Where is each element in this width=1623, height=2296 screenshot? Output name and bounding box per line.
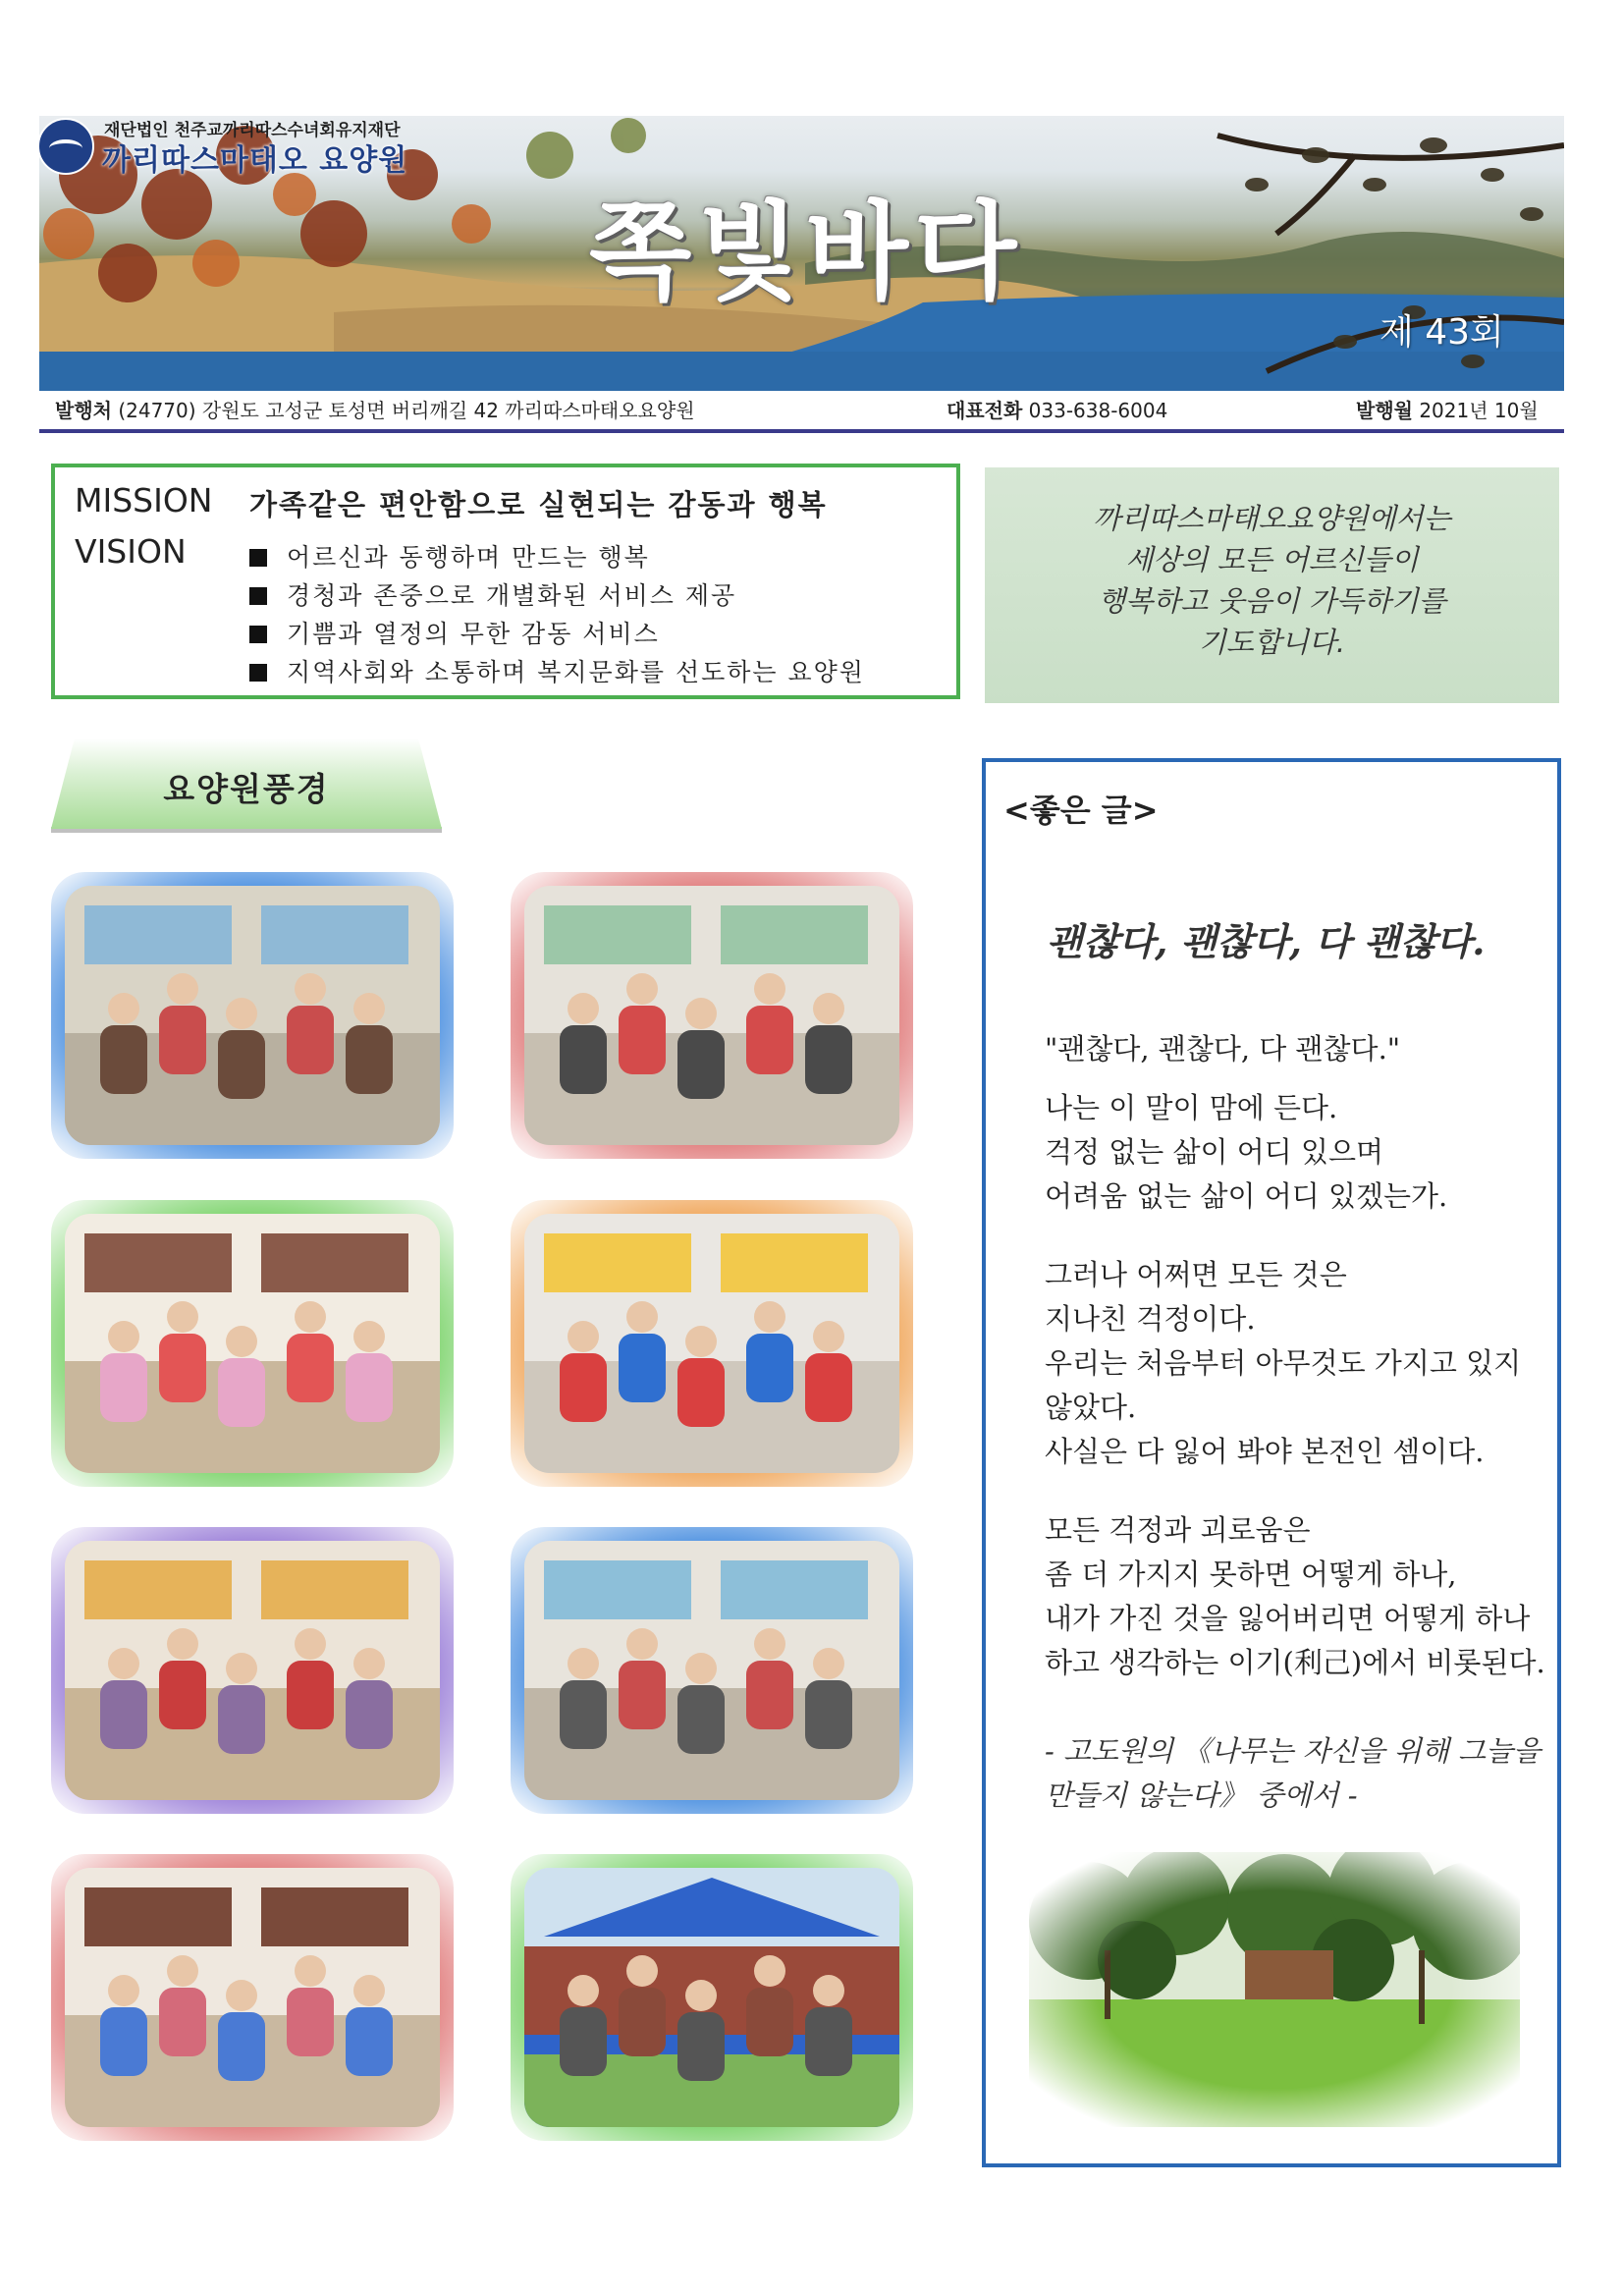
photo-image (524, 886, 899, 1145)
photo-image (65, 1541, 440, 1800)
prayer-line: 까리따스마태오요양원에서는 (1093, 502, 1451, 535)
facility-name: 까리따스마태오 요양원 (102, 143, 408, 178)
foundation-name: 재단법인 천주교까리따스수녀회유지재단 (104, 121, 401, 140)
quote-line: 어려움 없는 삶이 어디 있겠는가. (1045, 1179, 1448, 1213)
quote-source: 만들지 않는다》 중에서 - (1045, 1778, 1358, 1812)
prayer-line: 기도합니다. (1198, 626, 1346, 659)
activity-photo (51, 1854, 454, 2141)
activity-photo (51, 1200, 454, 1487)
mission-text: 가족같은 편안함으로 실현되는 감동과 행복 (249, 488, 828, 521)
header-divider (39, 429, 1564, 433)
activity-photo (511, 1854, 913, 2141)
activity-photo (511, 1200, 913, 1487)
vision-item: 어르신과 동행하며 만드는 행복 (249, 538, 650, 574)
quote-source: - 고도원의 《나무는 자신을 위해 그늘을 (1045, 1734, 1542, 1768)
publisher: 발행처 (24770) 강원도 고성군 토성면 버리깨길 42 까리따스마태오요양원 (55, 399, 695, 422)
quote-line: "괜찮다, 괜찮다, 다 괜찮다." (1045, 1032, 1401, 1066)
photo-image (524, 1541, 899, 1800)
good-writing-title: 괜찮다, 괜찮다, 다 괜찮다. (1047, 919, 1486, 963)
photo-image (65, 886, 440, 1145)
section-title: 요양원풍경 (163, 770, 330, 808)
activity-photo (51, 1527, 454, 1814)
prayer-line: 세상의 모든 어르신들이 (1125, 543, 1419, 576)
prayer-line: 행복하고 웃음이 가득하기를 (1098, 584, 1446, 618)
vision-label: VISION (75, 532, 187, 571)
mission-label: MISSION (75, 481, 213, 519)
photo-image (65, 1868, 440, 2127)
quote-line: 나는 이 말이 맘에 든다. (1045, 1091, 1338, 1124)
good-writing-box (982, 758, 1561, 2167)
mission-vision-box (51, 464, 960, 699)
garden-photo (1029, 1852, 1520, 2127)
quote-line: 좀 더 가지지 못하면 어떻게 하나, (1045, 1558, 1457, 1591)
photo-image (65, 1214, 440, 1473)
vision-item: 지역사회와 소통하며 복지문화를 선도하는 요양원 (249, 653, 865, 688)
publish-date: 발행월 2021년 10월 (1356, 399, 1539, 422)
photo-image (524, 1214, 899, 1473)
phone: 대표전화 033-638-6004 (947, 399, 1168, 422)
issue-number: 제 43회 (1380, 312, 1504, 353)
newsletter-title: 쪽빛바다 (589, 191, 1023, 314)
activity-photo (511, 1527, 913, 1814)
quote-line: 하고 생각하는 이기(利己)에서 비롯된다. (1045, 1646, 1545, 1679)
activity-photo (511, 872, 913, 1159)
quote-line: 걱정 없는 삶이 어디 있으며 (1045, 1135, 1384, 1169)
quote-line: 모든 걱정과 괴로움은 (1045, 1513, 1311, 1547)
quote-line: 않았다. (1045, 1391, 1137, 1424)
vision-item: 경청과 존중으로 개별화된 서비스 제공 (249, 576, 736, 612)
photo-image (524, 1868, 899, 2127)
quote-line: 지나친 걱정이다. (1045, 1302, 1256, 1336)
vision-item: 기쁨과 열정의 무한 감동 서비스 (249, 615, 660, 650)
publication-info (55, 395, 1565, 424)
quote-line: 사실은 다 잃어 봐야 본전인 셈이다. (1045, 1435, 1485, 1468)
quote-line: 그러나 어쩌면 모든 것은 (1045, 1258, 1347, 1291)
activity-photo (51, 872, 454, 1159)
good-writing-heading: <좋은 글> (1003, 792, 1159, 829)
quote-line: 내가 가진 것을 잃어버리면 어떻게 하나 (1045, 1602, 1531, 1635)
prayer-message (985, 467, 1559, 703)
organization-logo-icon (37, 118, 94, 175)
quote-line: 우리는 처음부터 아무것도 가지고 있지 (1045, 1346, 1522, 1380)
